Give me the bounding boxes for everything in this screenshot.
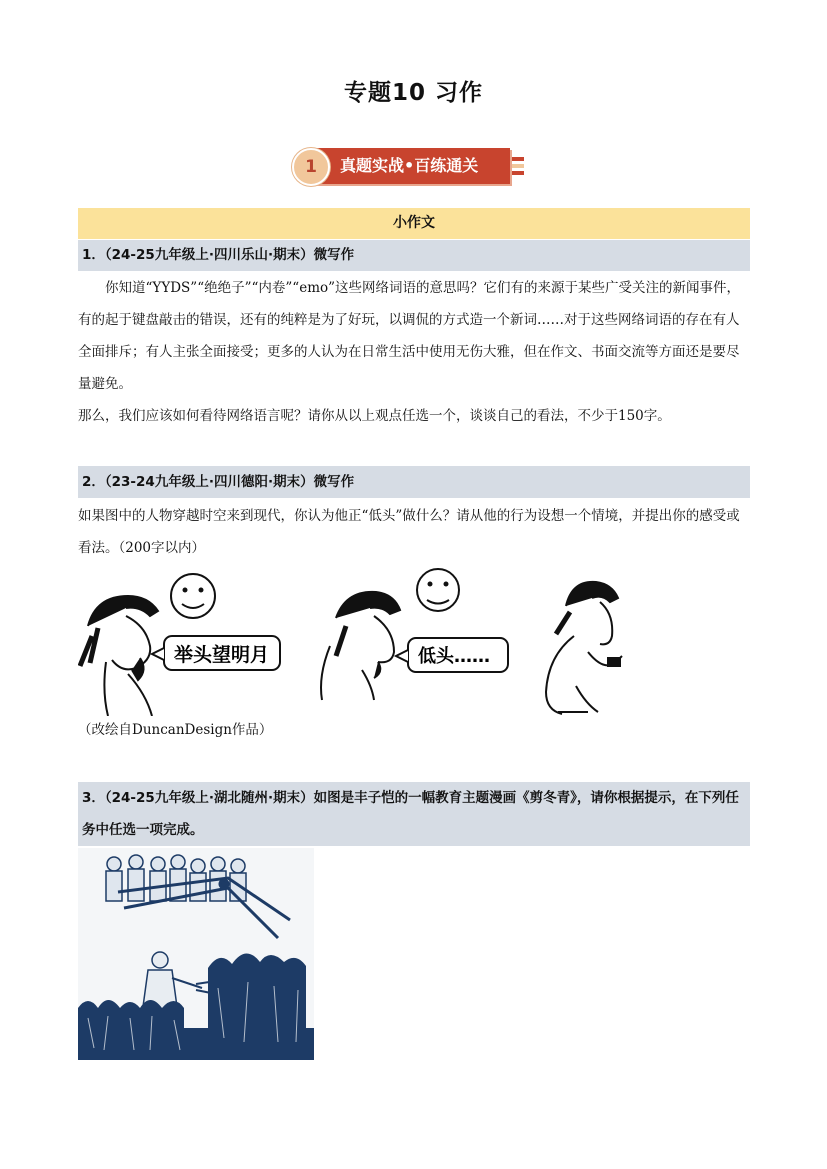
- scholar-figure-with-phone: [546, 582, 622, 714]
- section-header: 小作文: [78, 208, 750, 239]
- question-1-heading: 1．（24-25九年级上·四川乐山·期末）微写作: [78, 240, 750, 271]
- illustration-caption: （改绘自DuncanDesign作品）: [78, 722, 273, 738]
- cut-holly-comic-illustration: [78, 848, 314, 1060]
- banner-text: 真题实战•百练通关: [312, 148, 510, 184]
- question-1-prompt: 那么，我们应该如何看待网络语言呢？请你从以上观点任选一个，谈谈自己的看法，不少于150字。: [78, 408, 671, 424]
- speech-bubble-1: 举头望明月: [174, 644, 270, 666]
- banner-stripes: [512, 157, 524, 178]
- scholar-comic-illustration: [78, 566, 668, 716]
- page-title: 专题10 习作: [343, 80, 483, 106]
- question-3-heading: 3．（24-25九年级上·湖北随州·期末）如图是丰子恺的一幅教育主题漫画《剪冬青》，请你根据提示，在下列任务中任选一项完成。: [78, 782, 750, 846]
- banner-number: 1: [292, 148, 330, 186]
- question-2-heading: 2．（23-24九年级上·四川德阳·期末）微写作: [78, 466, 750, 498]
- question-1-paragraph: 你知道“YYDS”“绝绝子”“内卷”“emo”这些网络词语的意思吗？它们有的来源于某些广受关注的新闻事件，有的起于键盘敲击的错误，还有的纯粹是为了好玩，以调侃的方式造一个新词……对于这些网络词语的存在有人全面排斥；有人主张全面接受；更多的人认为在日常生活中使用无伤大雅，但在作文、书面交流等方面还是要尽量避免。: [78, 280, 741, 392]
- question-2-prompt: 如果图中的人物穿越时空来到现代，你认为他正“低头”做什么？请从他的行为设想一个情境，并提出你的感受或看法。（200字以内）: [78, 508, 740, 556]
- speech-bubble-2: 低头……: [418, 646, 490, 667]
- scholar-figure-looking-up: [80, 596, 158, 716]
- section-banner: [290, 144, 540, 188]
- scholar-figure-looking-down: [321, 592, 400, 700]
